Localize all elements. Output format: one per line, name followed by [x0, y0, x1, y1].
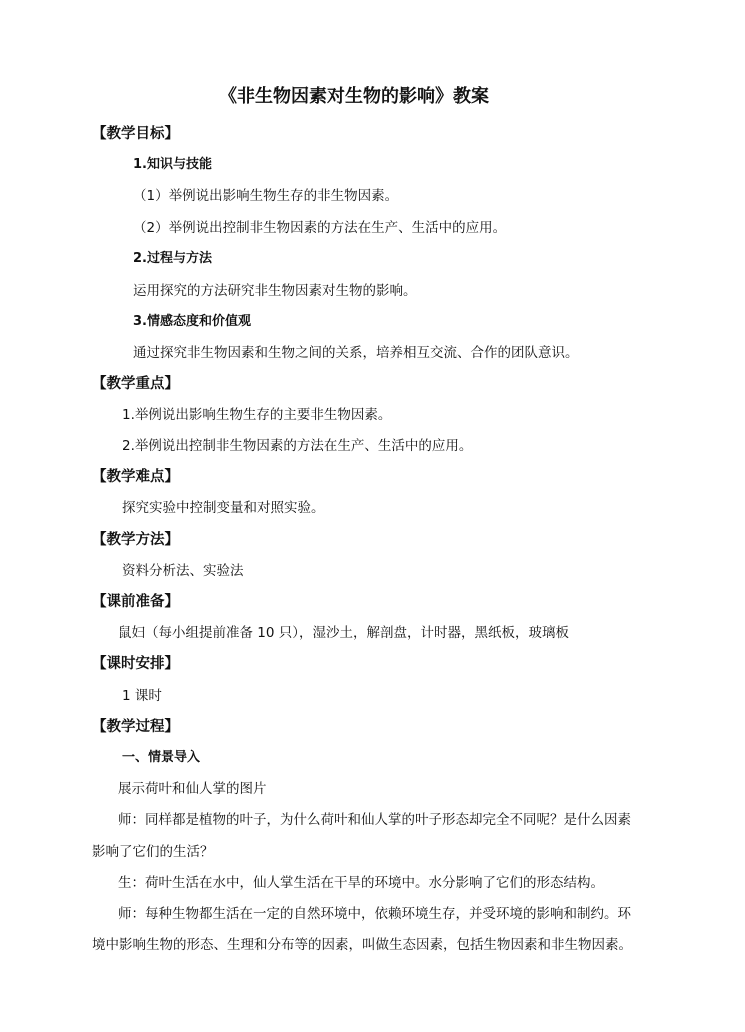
process-paragraph-4-line-1: 师：每种生物都生活在一定的自然环境中，依赖环境生存，并受环境的影响和制约。环	[118, 906, 631, 922]
process-paragraph-1: 展示荷叶和仙人掌的图片	[118, 781, 267, 797]
key-point-1: 1.举例说出影响生物生存的主要非生物因素。	[122, 407, 392, 423]
subheading-scene-intro: 一、情景导入	[122, 750, 201, 765]
process-paragraph-4-line-2: 境中影响生物的形态、生理和分布等的因素，叫做生态因素，包括生物因素和非生物因素。	[92, 937, 632, 953]
section-heading-key-points: 【教学重点】	[92, 376, 179, 392]
section-heading-difficulty: 【教学难点】	[92, 469, 179, 485]
subheading-attitude-values: 3.情感态度和价值观	[133, 314, 251, 329]
difficulty-text: 探究实验中控制变量和对照实验。	[122, 500, 325, 516]
goal-item-2: （2）举例说出控制非生物因素的方法在生产、生活中的应用。	[133, 220, 507, 236]
section-heading-schedule: 【课时安排】	[92, 656, 179, 672]
process-paragraph-2-line-2: 影响了它们的生活？	[92, 844, 214, 860]
key-point-2: 2.举例说出控制非生物因素的方法在生产、生活中的应用。	[122, 438, 473, 454]
method-text: 资料分析法、实验法	[122, 563, 244, 579]
subheading-process-method: 2.过程与方法	[133, 251, 212, 266]
preparation-text: 鼠妇（每小组提前准备 10 只），湿沙土，解剖盘，计时器，黑纸板，玻璃板	[118, 625, 570, 641]
section-heading-method: 【教学方法】	[92, 532, 179, 548]
schedule-text: 1 课时	[122, 688, 162, 704]
goal-item-1: （1）举例说出影响生物生存的非生物因素。	[133, 188, 399, 204]
process-paragraph-2-line-1: 师：同样都是植物的叶子，为什么荷叶和仙人掌的叶子形态却完全不同呢？是什么因素	[118, 812, 631, 828]
section-heading-preparation: 【课前准备】	[92, 594, 179, 610]
section-heading-process: 【教学过程】	[92, 719, 179, 735]
section-heading-goals: 【教学目标】	[92, 126, 179, 142]
document-title: 《非生物因素对生物的影响》教案	[219, 86, 489, 107]
subheading-knowledge-skills: 1.知识与技能	[133, 157, 212, 172]
goal-attitude-text: 通过探究非生物因素和生物之间的关系，培养相互交流、合作的团队意识。	[133, 345, 579, 361]
process-paragraph-3: 生：荷叶生活在水中，仙人掌生活在干旱的环境中。水分影响了它们的形态结构。	[118, 875, 604, 891]
goal-process-text: 运用探究的方法研究非生物因素对生物的影响。	[133, 283, 417, 299]
